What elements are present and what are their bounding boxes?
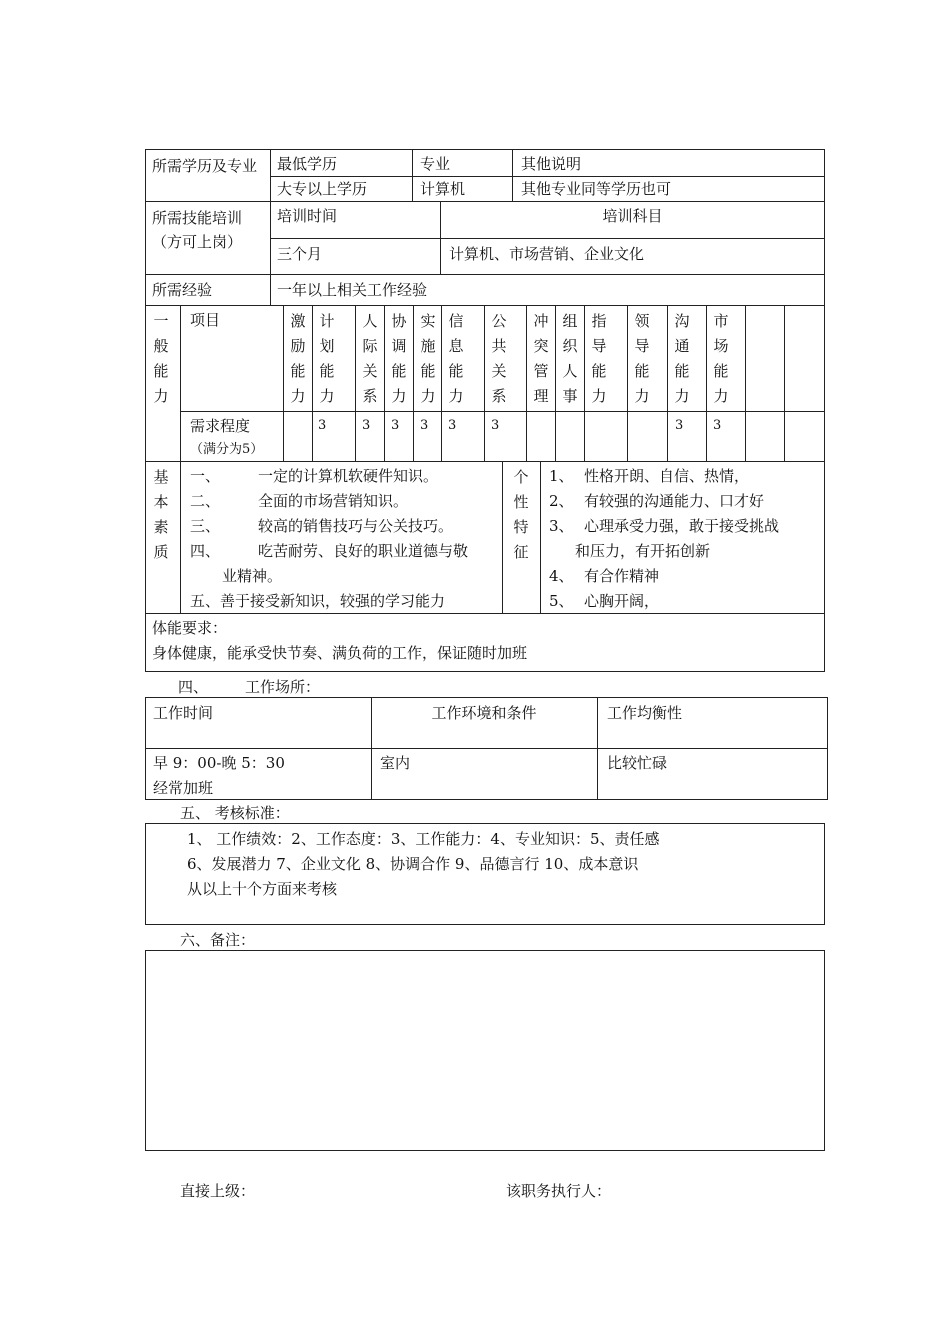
divider	[555, 305, 556, 461]
work-balance-value: 比较忙碌	[607, 754, 668, 772]
ability-name: 沟通能力	[674, 312, 690, 405]
major-value: 计算机	[420, 180, 466, 198]
divider	[283, 305, 284, 461]
personality-label: 个性特征	[513, 468, 529, 561]
ability-name: 人际关系	[362, 312, 378, 405]
ability-name: 实施能力	[420, 312, 436, 405]
personality-text: 性格开朗、自信、热情，	[584, 467, 750, 485]
personality-num: 2、	[549, 492, 574, 510]
other-value: 其他专业同等学历也可	[521, 180, 672, 198]
section5-title: 五、 考核标准：	[180, 804, 290, 822]
basic-item-num: 二、	[190, 492, 221, 510]
divider	[270, 149, 271, 305]
ability-score: 3	[420, 418, 429, 433]
divider	[540, 461, 541, 613]
divider	[145, 201, 825, 202]
divider	[412, 149, 413, 201]
exp-value: 一年以上相关工作经验	[277, 281, 428, 299]
major-label: 专业	[420, 155, 451, 173]
basic-item-num: 三、	[190, 517, 221, 535]
physical-label: 体能要求：	[152, 619, 228, 637]
divider	[312, 305, 313, 461]
basic-label: 基本素质	[153, 468, 169, 561]
ability-label: 一般能力	[153, 312, 169, 405]
divider	[145, 748, 828, 749]
work-time-head: 工作时间	[153, 704, 214, 722]
divider	[145, 274, 825, 275]
need-note: （满分为5）	[190, 442, 264, 457]
training-time-label: 培训时间	[277, 207, 338, 225]
ability-name: 公共关系	[491, 312, 507, 405]
ability-name: 协调能力	[391, 312, 407, 405]
work-balance-head: 工作均衡性	[607, 704, 683, 722]
section6-title: 六、备注：	[180, 931, 256, 949]
ability-name: 冲突管理	[533, 312, 549, 405]
basic-item-cont: 业精神。	[222, 567, 283, 585]
section4-num: 四、	[178, 678, 209, 696]
ability-name: 计划能力	[319, 312, 335, 405]
divider	[484, 305, 485, 461]
personality-text: 心理承受力强，敢于接受挑战	[584, 517, 780, 535]
divider	[784, 305, 785, 461]
divider	[512, 149, 513, 201]
executor-label: 该职务执行人：	[506, 1182, 612, 1200]
training-subject-value: 计算机、市场营销、企业文化	[449, 245, 645, 263]
divider	[627, 305, 628, 461]
personality-num: 5、	[549, 592, 574, 610]
divider	[441, 305, 442, 461]
training-label: 所需技能培训（方可上岗）	[152, 209, 243, 251]
ability-score: 3	[318, 418, 327, 433]
work-env-value: 室内	[380, 754, 411, 772]
ability-score: 3	[713, 418, 722, 433]
physical-value: 身体健康，能承受快节奏、满负荷的工作，保证随时加班	[152, 644, 528, 662]
personality-text: 有合作精神	[584, 567, 660, 585]
divider	[597, 697, 598, 800]
edu-label: 所需学历及专业	[152, 157, 258, 175]
ability-score: 3	[491, 418, 500, 433]
basic-item-text: 吃苦耐劳、良好的职业道德与敬	[258, 542, 469, 560]
ability-name: 组织人事	[562, 312, 578, 405]
other-label: 其他说明	[521, 155, 582, 173]
personality-text: 心胸开阔，	[584, 592, 660, 610]
item-label: 项目	[190, 311, 221, 329]
training-time-value: 三个月	[277, 245, 323, 263]
divider	[413, 305, 414, 461]
assessment-line1: 1、 工作绩效：2、工作态度：3、工作能力：4、专业知识：5、责任感	[187, 830, 660, 848]
divider	[667, 305, 668, 461]
basic-item-text: 全面的市场营销知识。	[258, 492, 409, 510]
assessment-line2: 6、发展潜力 7、企业文化 8、协调合作 9、品德言行 10、成本意识	[187, 855, 639, 873]
personality-num: 1、	[549, 467, 574, 485]
personality-text: 有较强的沟通能力、口才好	[584, 492, 765, 510]
work-env-head: 工作环境和条件	[431, 704, 537, 722]
ability-name: 指导能力	[591, 312, 607, 405]
divider	[526, 305, 527, 461]
ability-name: 市场能力	[713, 312, 729, 405]
training-subject-label: 培训科目	[602, 207, 663, 225]
ability-name: 信息能力	[448, 312, 464, 405]
assessment-line3: 从以上十个方面来考核	[187, 880, 338, 898]
divider	[145, 461, 825, 462]
ability-score: 3	[675, 418, 684, 433]
divider	[706, 305, 707, 461]
divider	[145, 305, 825, 306]
divider	[355, 305, 356, 461]
basic-item-5: 五、善于接受新知识，较强的学习能力	[190, 592, 446, 610]
work-time-value2: 经常加班	[153, 779, 214, 797]
divider	[745, 305, 746, 461]
ability-score: 3	[362, 418, 371, 433]
ability-name: 领导能力	[634, 312, 650, 405]
section4-title: 工作场所：	[245, 678, 321, 696]
divider	[584, 305, 585, 461]
basic-item-text: 较高的销售技巧与公关技巧。	[258, 517, 454, 535]
divider	[270, 176, 825, 177]
basic-item-text: 一定的计算机软硬件知识。	[258, 467, 439, 485]
ability-score: 3	[448, 418, 457, 433]
need-label: 需求程度	[190, 417, 251, 435]
basic-item-num: 一、	[190, 467, 221, 485]
exp-label: 所需经验	[152, 281, 213, 299]
divider	[502, 461, 503, 613]
ability-name: 激励能力	[290, 312, 306, 405]
divider	[180, 305, 181, 613]
remarks-box	[145, 950, 825, 1151]
basic-item-num: 四、	[190, 542, 221, 560]
work-time-value: 早 9：00-晚 5：30	[153, 754, 285, 772]
divider	[145, 613, 825, 614]
personality-num: 3、	[549, 517, 574, 535]
personality-num: 4、	[549, 567, 574, 585]
divider	[180, 411, 825, 412]
ability-score: 3	[391, 418, 400, 433]
min-edu-label: 最低学历	[277, 155, 338, 173]
min-edu-value: 大专以上学历	[277, 180, 368, 198]
divider	[384, 305, 385, 461]
divider	[270, 238, 825, 239]
personality-cont: 和压力，有开拓创新	[575, 542, 711, 560]
supervisor-label: 直接上级：	[180, 1182, 256, 1200]
